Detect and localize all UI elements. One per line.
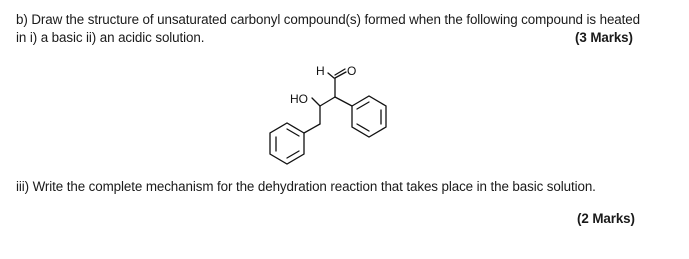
bond-o-to-carbinol (312, 98, 320, 106)
phenyl-left-double-3 (287, 151, 299, 158)
phenyl-right-double-1 (357, 102, 369, 109)
bond-carbinol-to-alpha (320, 97, 335, 106)
bond-alpha-to-phenyl (335, 97, 352, 106)
question-b-marks: (3 Marks) (575, 30, 633, 45)
bond-ch2-to-phenyl (304, 124, 320, 133)
question-b-line-1: b) Draw the structure of unsaturated carbonyl compound(s) formed when the following compound is heated (16, 12, 640, 27)
bond-carbonyl-double-1 (335, 72, 346, 78)
question-iii-marks: (2 Marks) (577, 211, 635, 226)
atom-label-h: H (316, 64, 325, 78)
bond-h-carbonyl (328, 73, 334, 78)
question-iii-text: iii) Write the complete mechanism for the dehydration reaction that takes place in the basic solution. (16, 179, 596, 194)
phenyl-left-double-1 (287, 129, 299, 136)
atom-label-o: O (347, 64, 357, 78)
chemical-structure-diagram (262, 58, 402, 168)
phenyl-right-double-3 (357, 124, 369, 131)
atom-label-ho: HO (290, 92, 308, 106)
question-b-line-2: in i) a basic ii) an acidic solution. (16, 30, 205, 45)
